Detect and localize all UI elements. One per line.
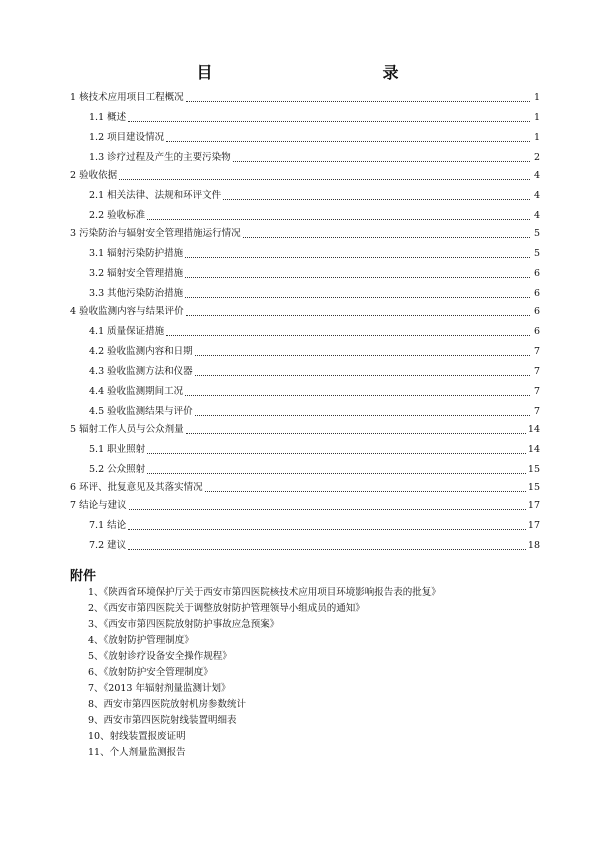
- toc-entry-label: 4.3 验收监测方法和仪器: [89, 366, 193, 377]
- toc-entry-label: 3.3 其他污染防治措施: [89, 288, 184, 299]
- toc-entry-label: 1.1 概述: [89, 112, 127, 123]
- toc-leader-dots: [223, 199, 530, 200]
- toc-entry-label: 5.1 职业照射: [89, 444, 146, 455]
- toc-page-number: 7: [533, 406, 540, 417]
- toc-page-number: 15: [527, 464, 540, 475]
- toc-page-number: 14: [527, 424, 540, 435]
- toc-entry[interactable]: [70, 482, 540, 494]
- toc-leader-dots: [233, 161, 530, 162]
- toc-entry-label: 2 验收依据: [70, 170, 118, 181]
- toc-leader-dots: [185, 277, 530, 278]
- toc-entry[interactable]: [70, 386, 540, 398]
- toc-entry[interactable]: [70, 424, 540, 436]
- toc-entry[interactable]: [70, 288, 540, 300]
- toc-page-number: 4: [533, 210, 540, 221]
- toc-page-number: 6: [533, 326, 540, 337]
- toc-entry-label: 4.2 验收监测内容和日期: [89, 346, 193, 357]
- appendix-item: 1、《陕西省环境保护厅关于西安市第四医院核技术应用项目环境影响报告表的批复》: [88, 587, 441, 598]
- toc-page-number: 15: [527, 482, 540, 493]
- appendix-item: 6、《放射防护安全管理制度》: [88, 667, 213, 678]
- toc-page-number: 17: [527, 520, 540, 531]
- toc-leader-dots: [147, 453, 526, 454]
- toc-entry-label: 3.1 辐射污染防护措施: [89, 248, 184, 259]
- toc-entry-label: 6 环评、批复意见及其落实情况: [70, 482, 203, 493]
- toc-entry[interactable]: [70, 112, 540, 124]
- toc-leader-dots: [147, 219, 530, 220]
- appendix-item: 9、西安市第四医院射线装置明细表: [88, 715, 237, 726]
- appendix-list: [88, 585, 548, 761]
- toc-entry-label: 3.2 辐射安全管理措施: [89, 268, 184, 279]
- toc-page-number: 1: [533, 112, 540, 123]
- toc-entry[interactable]: [70, 520, 540, 532]
- appendix-item: 5、《放射诊疗设备安全操作规程》: [88, 651, 232, 662]
- toc-page-number: 18: [527, 540, 540, 551]
- appendix-item: 3、《西安市第四医院放射防护事故应急预案》: [88, 619, 280, 630]
- toc-entry-label: 1.3 诊疗过程及产生的主要污染物: [89, 152, 231, 163]
- toc-page-number: 4: [533, 170, 540, 181]
- toc-entry[interactable]: [70, 500, 540, 512]
- toc-entry[interactable]: [70, 444, 540, 456]
- toc-entry[interactable]: [70, 366, 540, 378]
- toc-leader-dots: [128, 121, 530, 122]
- toc-page-number: 14: [527, 444, 540, 455]
- toc-page-number: 6: [533, 268, 540, 279]
- toc-leader-dots: [186, 433, 526, 434]
- appendix-item: 8、西安市第四医院放射机房参数统计: [88, 699, 247, 710]
- toc-entry[interactable]: [70, 132, 540, 144]
- toc-leader-dots: [147, 473, 526, 474]
- toc-entry-label: 1 核技术应用项目工程概况: [70, 92, 184, 103]
- appendix-item: 11、个人剂量监测报告: [88, 747, 186, 758]
- toc-page-number: 7: [533, 386, 540, 397]
- toc-page-number: 4: [533, 190, 540, 201]
- toc-entry[interactable]: [70, 170, 540, 182]
- toc-entry-label: 2.2 验收标准: [89, 210, 146, 221]
- toc-leader-dots: [128, 529, 526, 530]
- appendix-item: 4、《放射防护管理制度》: [88, 635, 194, 646]
- toc-entry[interactable]: [70, 464, 540, 476]
- toc-entry-label: 5 辐射工作人员与公众剂量: [70, 424, 184, 435]
- toc-entry-label: 4.1 质量保证措施: [89, 326, 165, 337]
- toc-entry-label: 1.2 项目建设情况: [89, 132, 165, 143]
- toc-entry-label: 7.1 结论: [89, 520, 127, 531]
- toc-page-number: 6: [533, 288, 540, 299]
- toc-leader-dots: [185, 297, 530, 298]
- toc-leader-dots: [243, 237, 530, 238]
- toc-page-number: 2: [533, 152, 540, 163]
- toc-leader-dots: [166, 335, 530, 336]
- toc-leader-dots: [195, 355, 530, 356]
- toc-entry-label: 5.2 公众照射: [89, 464, 146, 475]
- toc-leader-dots: [186, 315, 530, 316]
- toc-entry[interactable]: [70, 228, 540, 240]
- toc-leader-dots: [186, 101, 530, 102]
- toc-entry[interactable]: [70, 326, 540, 338]
- appendix-item: 7、《2013 年辐射剂量监测计划》: [88, 683, 231, 694]
- toc-page-number: 1: [533, 92, 540, 103]
- toc-leader-dots: [195, 415, 530, 416]
- toc-page-number: 6: [533, 306, 540, 317]
- toc-entry[interactable]: [70, 306, 540, 318]
- toc-leader-dots: [195, 375, 530, 376]
- toc-leader-dots: [166, 141, 530, 142]
- toc-leader-dots: [185, 395, 530, 396]
- toc-leader-dots: [128, 549, 526, 550]
- toc-entry-label: 2.1 相关法律、法规和环评文件: [89, 190, 222, 201]
- toc-entry[interactable]: [70, 152, 540, 164]
- toc-entry[interactable]: [70, 268, 540, 280]
- toc-entry-label: 7 结论与建议: [70, 500, 127, 511]
- toc-entry[interactable]: [70, 210, 540, 222]
- toc-entry-label: 4.5 验收监测结果与评价: [89, 406, 193, 417]
- toc-entry-label: 7.2 建议: [89, 540, 127, 551]
- toc-entry-label: 4 验收监测内容与结果评价: [70, 306, 184, 317]
- appendix-item: 2、《西安市第四医院关于调整放射防护管理领导小组成员的通知》: [88, 603, 365, 614]
- toc-entry[interactable]: [70, 406, 540, 418]
- appendix-item: 10、射线装置报废证明: [88, 731, 186, 742]
- toc-leader-dots: [185, 257, 530, 258]
- toc-page-number: 7: [533, 366, 540, 377]
- toc-leader-dots: [129, 509, 526, 510]
- toc-entry[interactable]: [70, 92, 540, 104]
- table-of-contents: [70, 92, 540, 552]
- toc-page-number: 17: [527, 500, 540, 511]
- toc-leader-dots: [205, 491, 526, 492]
- toc-entry-label: 3 污染防治与辐射安全管理措施运行情况: [70, 228, 241, 239]
- page-title: 目 录: [196, 63, 445, 82]
- toc-page-number: 5: [533, 248, 540, 259]
- toc-entry-label: 4.4 验收监测期间工况: [89, 386, 184, 397]
- toc-entry[interactable]: [70, 346, 540, 358]
- toc-leader-dots: [119, 179, 530, 180]
- toc-entry[interactable]: [70, 190, 540, 202]
- toc-page-number: 1: [533, 132, 540, 143]
- toc-entry[interactable]: [70, 248, 540, 260]
- toc-entry[interactable]: [70, 540, 540, 552]
- toc-page-number: 5: [533, 228, 540, 239]
- toc-page-number: 7: [533, 346, 540, 357]
- appendix-title: 附件: [70, 569, 97, 584]
